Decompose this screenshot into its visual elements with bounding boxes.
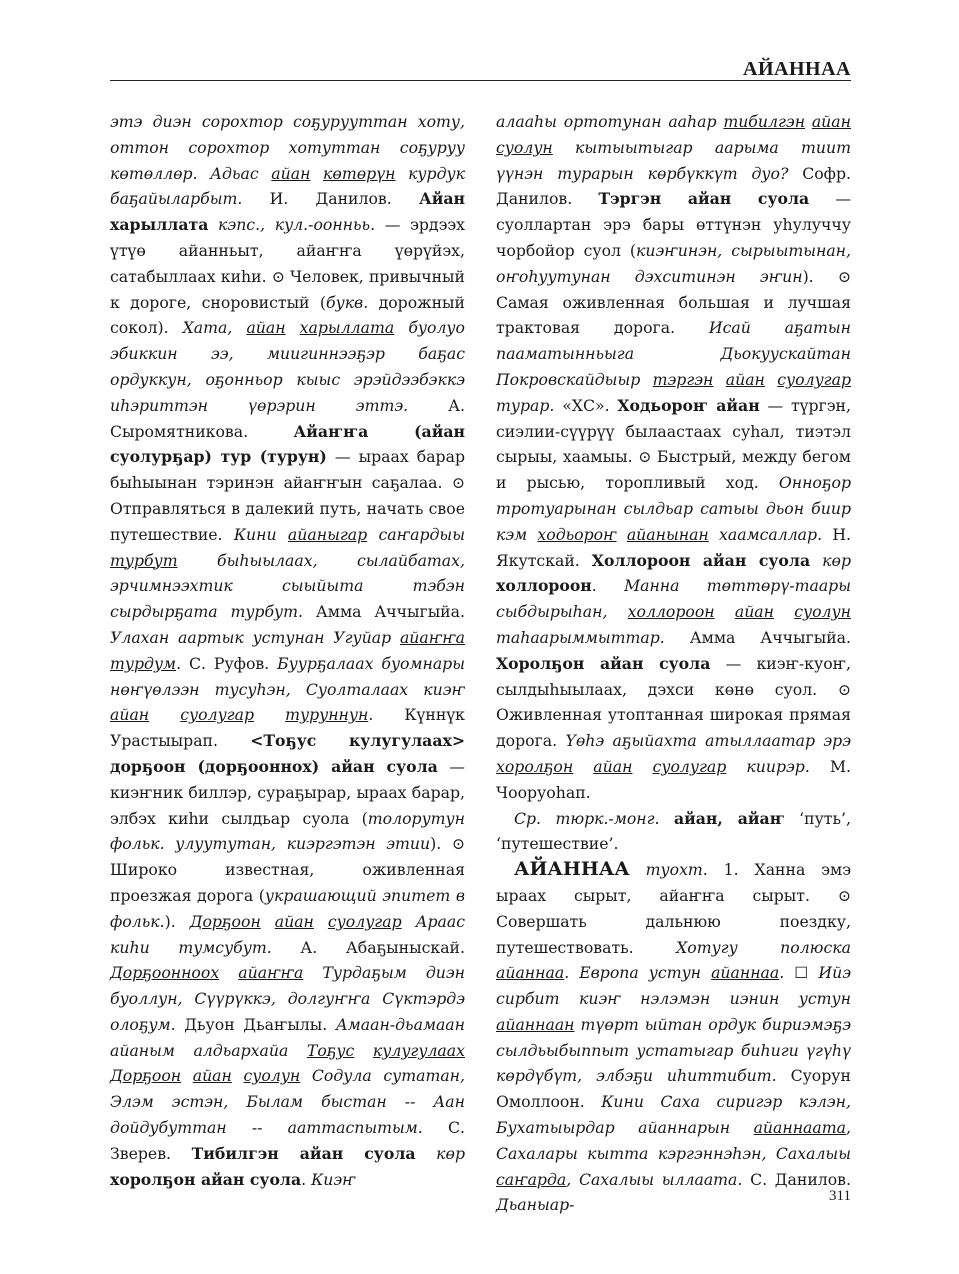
right-paragraph-1: алааһы ортотунан ааһар тибилгэн айан суолун кытыытыгар аарыма тиит үүнэн турарын көрбүккүт дуо? Софр. Данилов. Тэргэн айан суола — суоллартан эрэ бары өттүнэн уһулуччу чорбойор суол (киэҥинэн, сырыытынан, оҥоһуутунан дэхситинэн эҥин). ⊙ Самая оживленная большая и лучшая трактовая дорога. Исай аҕатын пааматынньыга Дьокуускайтан Покровскайдыыр тэргэн айан суолугар турар. «ХС». Ходьороҥ айан — түргэн, сиэлии-сүүрүү былаастаах суһал, тиэтэл сырыы, хаамыы. ⊙ Быстрый, между бегом и рысью, торопливый ход. Онноҕор тротуарынан сылдьар сатыы дьон биир кэм ходьороҥ айанынан хаамсаллар. Н. Якутскай. Холлороон айан суола көр холлороон. Манна төттөрү-таары сыбдырыһан, холлороон айан суолун таһаарыммыттар. Амма Аччыгыйа. Хоролҕон айан суола — киэҥ-куоҥ, сылдыһыылаах, дэхси көнө суол. ⊙ Оживленная утоптанная широкая прямая дорога. Үөһэ аҕыйахта атыллаатар эрэ хоролҕон айан суолугар киирэр. М. Чооруоһап. xyxy=(496,112,852,802)
running-head: АЙАННАА xyxy=(743,58,851,80)
right-column xyxy=(496,109,851,1218)
left-paragraph: этэ диэн сорохтор соҕурууттан хоту, оттон сорохтор хотуттан соҕуруу көтөллөр. Адьас айан көтөрүн курдук баҕайыларбыт. И. Данилов. Айан харыллата кэпс., кул.-оонньь. — эрдээх үтүө айанньыт, айаҥҥа үөрүйэх, сатабыллаах киһи. ⊙ Человек, привычный к дороге, сноровистый (букв. дорожный сокол). Хата, айан харыллата буолуо эбиккин ээ, миигиннээҕэр баҕас ордуккун, оҕонньор кыыс эрэйдээбэккэ иһэриттэн үөрэрин эттэ. А. Сыромятникова. Айаҥҥа (айан суолурҕар) тур (турун) — ыраах барар быһыынан тэринэн айаҥҥын саҕалаа. ⊙ Отправляться в далекий путь, начать свое путешествие. Кини айаныгар саҥардыы турбут быһыылаах, сылайбатах, эрчимнээхтик сыыйыта тэбэн сырдырҕата турбут. Амма Аччыгыйа. Улахан аартык устунан Угуйар айаҥҥа турдум. С. Руфов. Буурҕалаах буомнары нөҥүөлээн тусуһэн, Суолталаах киэҥ айан суолугар туруннун. Күннүк Урастыырап. <Тоҕус кулугулаах> дорҕоон (дорҕооннох) айан суола — киэҥник биллэр, сураҕырар, ыраах барар, элбэх киһи сылдьар суола (толорутун фольк. улуутутан, киэргэтэн этии). ⊙ Широко известная, оживленная проезжая дорога (украшающий эпитет в фольк.). Дорҕоон айан суолугар Араас киһи тумсубут. А. Абаҕыныскай. Дорҕоонноох айаҥҥа Турдаҕым диэн буоллун, Сүүрүккэ, долгуҥҥа Сүктэрдэ олоҕум. Дьуон Дьаҥылы. Амаан-дьамаан айаным алдьархайа Тоҕус кулугулаах Дорҕоон айан суолун Содула сутатан, Элэм эстэн, Былам быстан -- Аан дойдубуттан -- ааттаспытым. С. Зверев. Тибилгэн айан суола көр хоролҕон айан суола. Киэҥ xyxy=(110,112,465,1189)
header-rule xyxy=(110,80,851,81)
left-column xyxy=(110,109,465,1192)
page-number: 311 xyxy=(829,1188,851,1204)
right-paragraph-3: АЙАННАА туохт. 1. Ханна эмэ ыраах сырыт, айаҥҥа сырыт. ⊙ Совершать дальнюю поездку, путешествовать. Хотугу полюска айаннаа. Европа устун айаннаа. ☐ Ийэ сирбит киэҥ нэлэмэн иэнин устун айаннаан түөрт ыйтан ордук бириэмэҕэ сылдьыбыппыт устатыгар биһиги үгүһү көрдүбүт, элбэҕи иһиттибит. Суорун Омоллоон. Кини Саха сиригэр кэлэн, Бухатыырдар айаннарын айаннаата, Сахалары кытта кэргэннэһэн, Сахалыы саҥарда, Сахалыы ыллаата. С. Данилов. Дьаныар- xyxy=(496,858,851,1215)
right-paragraph-2: Ср. тюрк.-монг. айан, айаҥ ‘путь’, ‘путешествие’. xyxy=(496,808,851,854)
